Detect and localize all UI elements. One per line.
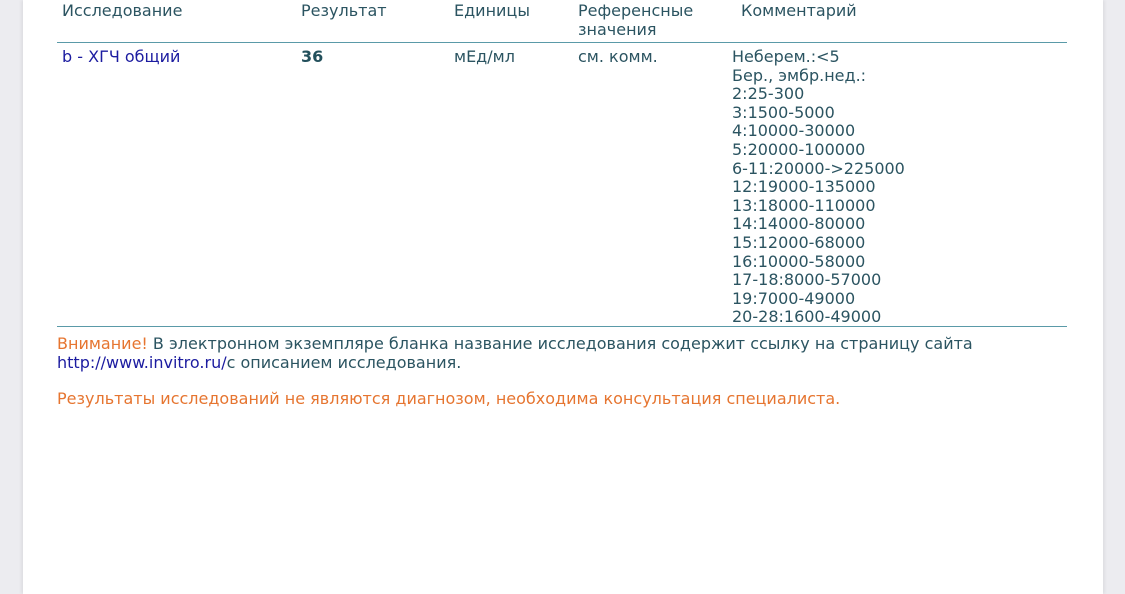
comment-line: 15:12000-68000	[732, 232, 866, 252]
comment-line: 3:1500-5000	[732, 102, 835, 122]
comment-line: 16:10000-58000	[732, 251, 866, 271]
header-reference-line1: Референсные	[578, 1, 694, 20]
link-suffix: с описанием исследования.	[226, 352, 462, 372]
comment-line: Неберем.:<5	[732, 47, 840, 66]
comment-line: 20-28:1600-49000	[732, 307, 882, 327]
report-page	[23, 0, 1103, 594]
comment-line: 5:20000-100000	[732, 139, 866, 159]
header-test: Исследование	[62, 1, 183, 20]
comment-line: 12:19000-135000	[732, 177, 876, 197]
comment-line: 6-11:20000->225000	[732, 158, 905, 178]
table-row	[57, 43, 1067, 327]
attention-note	[57, 335, 1057, 372]
notes-section	[57, 335, 1057, 409]
results-table	[57, 0, 1067, 327]
units-value: мЕд/мл	[454, 47, 515, 66]
result-value: 36	[301, 47, 324, 66]
comment-line: 4:10000-30000	[732, 121, 856, 141]
comment-line: 14:14000-80000	[732, 214, 866, 234]
header-comment: Комментарий	[741, 1, 857, 20]
header-result: Результат	[301, 1, 387, 20]
header-reference-line2: значения	[578, 19, 657, 39]
comment-line: 19:7000-49000	[732, 288, 856, 308]
reference-value: см. комм.	[578, 47, 658, 66]
invitro-link[interactable]: http://www.invitro.ru/	[57, 352, 227, 372]
comment-line: Бер., эмбр.нед.:	[732, 65, 867, 85]
attention-label: Внимание!	[57, 334, 148, 353]
comment-line: 13:18000-110000	[732, 195, 876, 215]
attention-text: В электронном экземпляре бланка название исследования содержит ссылку на страницу сайта	[147, 334, 973, 353]
comment-cell	[732, 48, 905, 327]
test-name-link[interactable]: b - ХГЧ общий	[62, 47, 181, 66]
header-reference	[578, 2, 693, 39]
header-units: Единицы	[454, 1, 530, 20]
comment-line: 2:25-300	[732, 84, 805, 104]
disclaimer: Результаты исследований не являются диагнозом, необходима консультация специалиста.	[57, 389, 841, 409]
comment-line: 17-18:8000-57000	[732, 270, 882, 290]
table-header	[57, 0, 1067, 43]
